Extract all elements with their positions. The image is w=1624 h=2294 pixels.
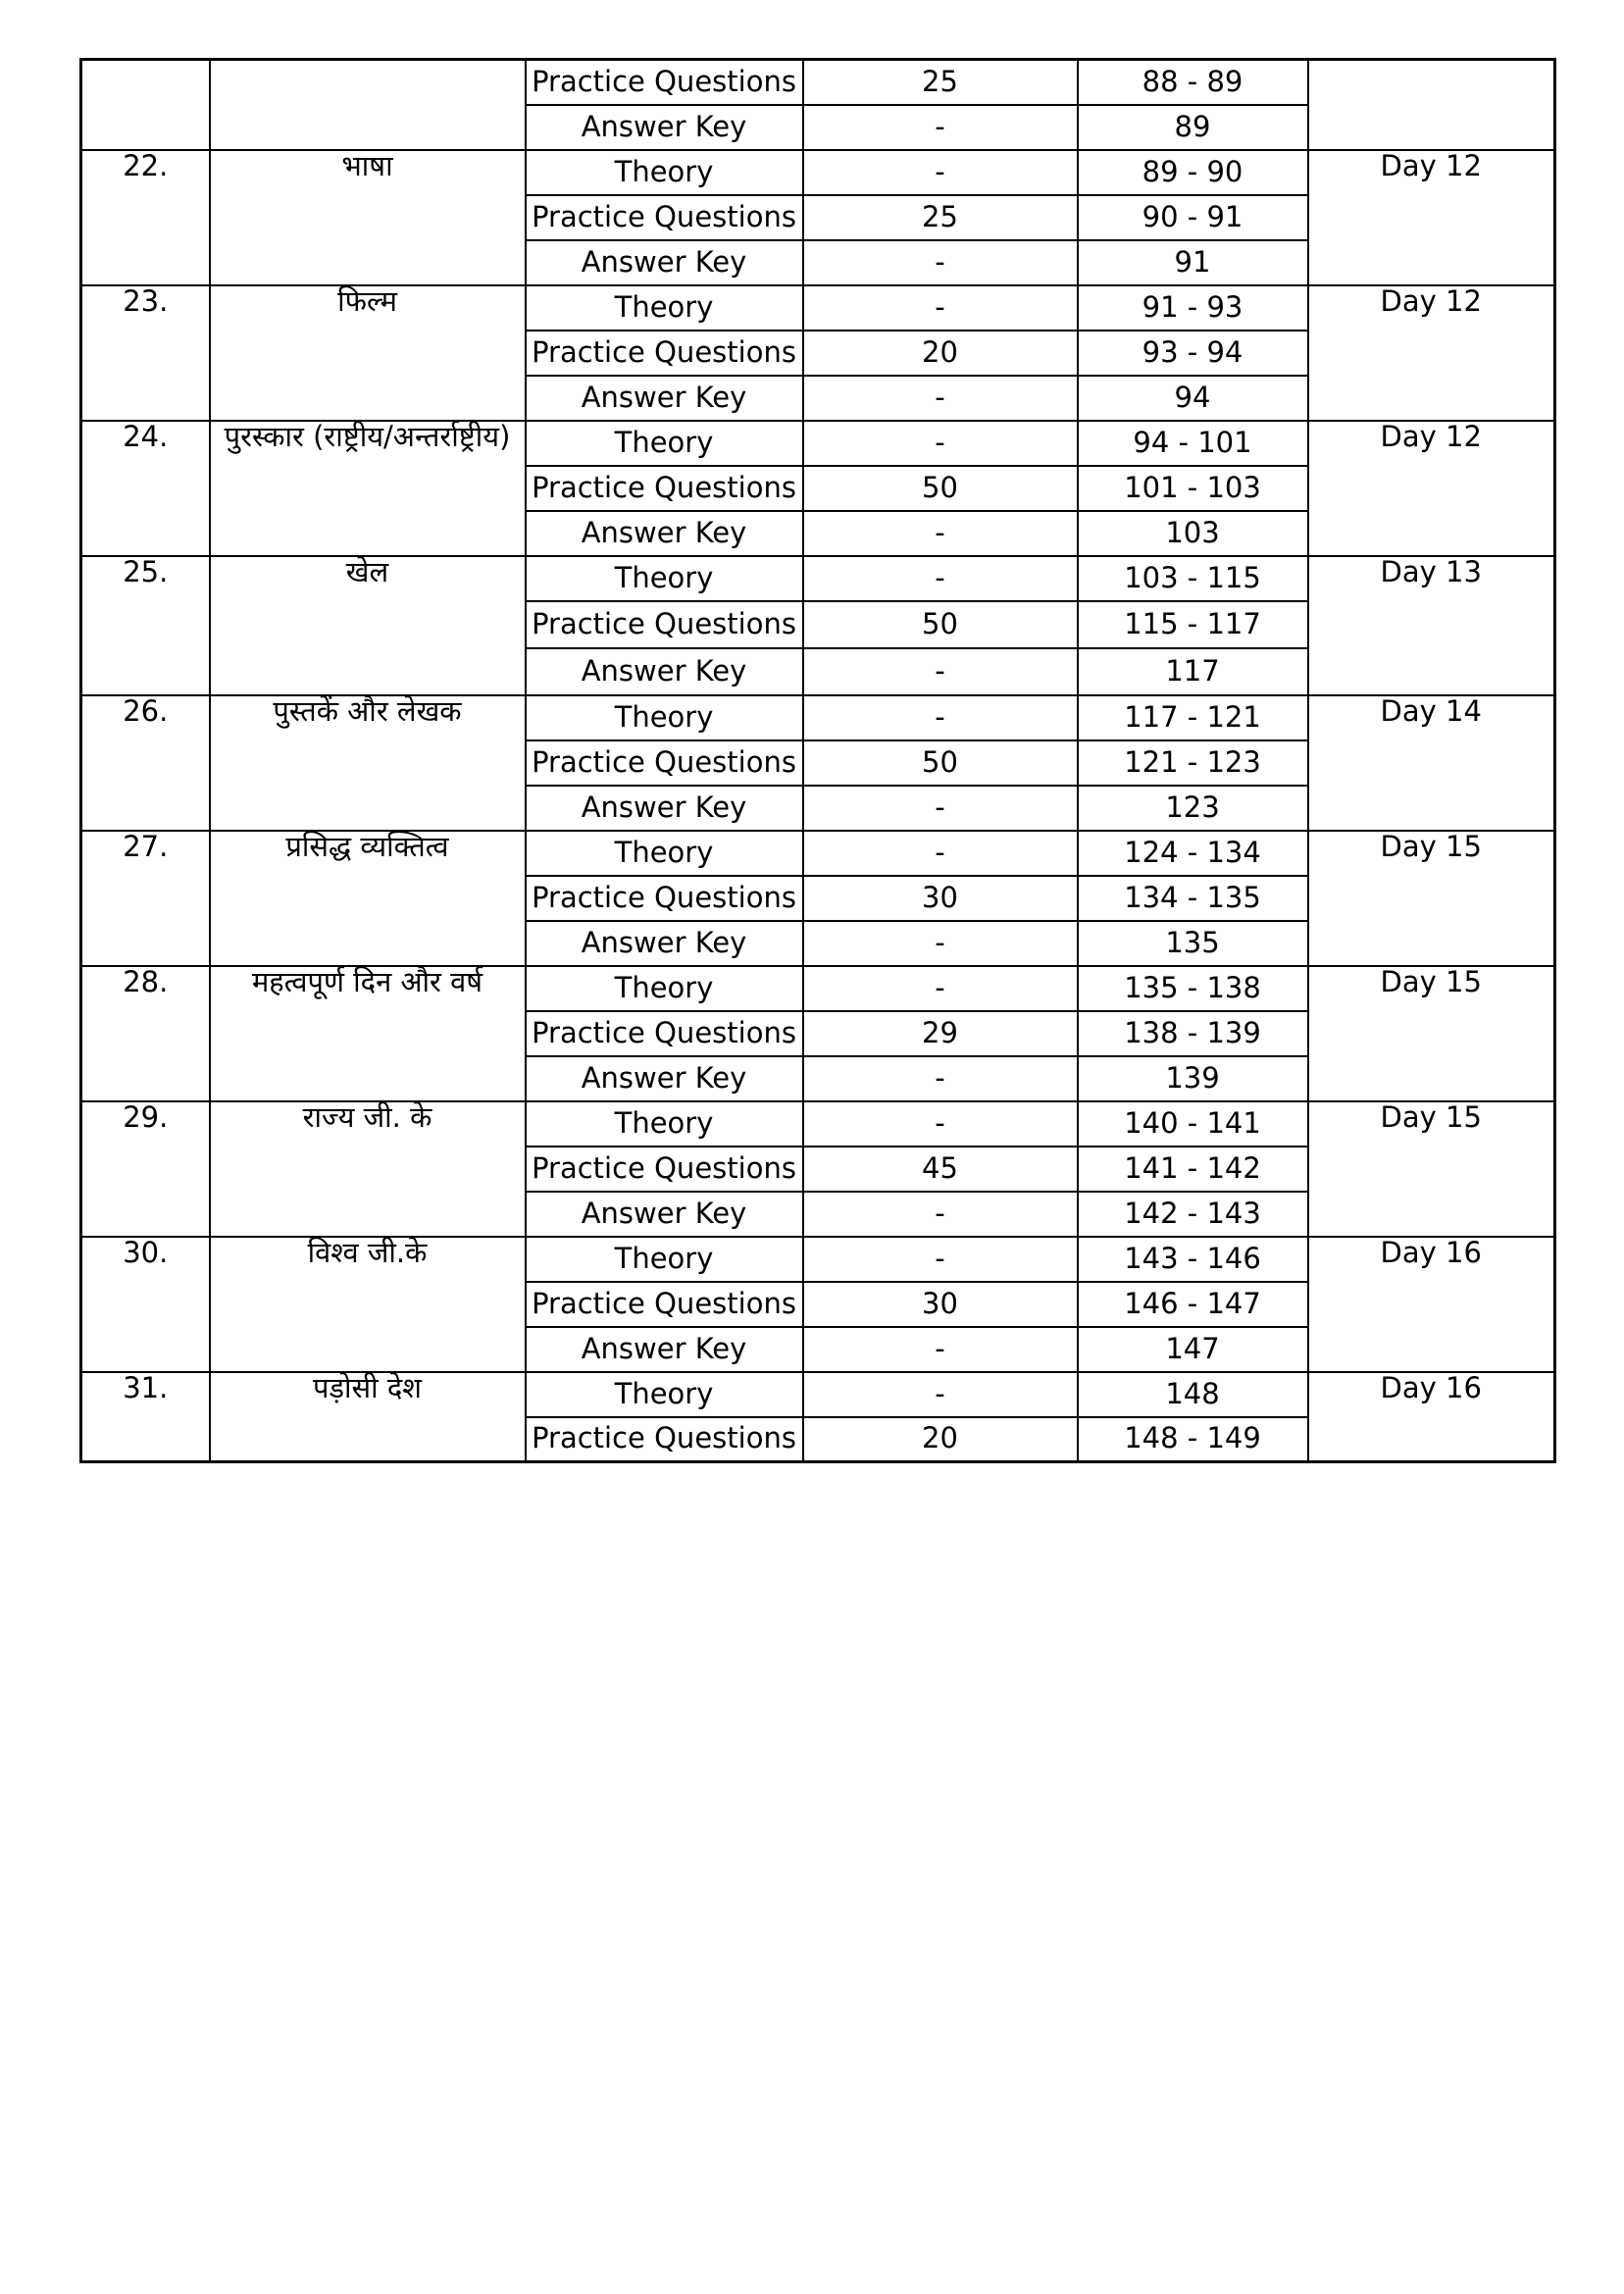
page-range: 103 (1078, 511, 1308, 556)
chapter-topic: विश्व जी.के (210, 1237, 526, 1372)
question-count: - (803, 786, 1078, 831)
question-count: 20 (803, 331, 1078, 376)
contents-table (79, 58, 1556, 1463)
page-range: 94 (1078, 376, 1308, 421)
page-range: 147 (1078, 1327, 1308, 1372)
chapter-topic: पुस्तकें और लेखक (210, 695, 526, 831)
table-row (81, 1372, 1555, 1417)
page-range: 141 - 142 (1078, 1147, 1308, 1192)
page-range: 91 - 93 (1078, 285, 1308, 331)
question-count: 50 (803, 601, 1078, 648)
page-range: 123 (1078, 786, 1308, 831)
question-count: - (803, 376, 1078, 421)
question-count: - (803, 150, 1078, 195)
section-type: Answer Key (526, 1327, 803, 1372)
chapter-topic: पुरस्कार (राष्ट्रीय/अन्तर्राष्ट्रीय) (210, 421, 526, 556)
study-day (1308, 60, 1555, 150)
page-range: 88 - 89 (1078, 60, 1308, 105)
page-range: 115 - 117 (1078, 601, 1308, 648)
question-count: 45 (803, 1147, 1078, 1192)
page-range: 124 - 134 (1078, 831, 1308, 876)
page-range: 148 - 149 (1078, 1417, 1308, 1462)
question-count: - (803, 831, 1078, 876)
study-day: Day 12 (1308, 150, 1555, 285)
table-row (81, 421, 1555, 466)
section-type: Answer Key (526, 240, 803, 285)
chapter-topic (210, 60, 526, 150)
page-range: 89 - 90 (1078, 150, 1308, 195)
question-count: - (803, 105, 1078, 150)
table-row (81, 150, 1555, 195)
question-count: - (803, 1372, 1078, 1417)
section-type: Answer Key (526, 511, 803, 556)
question-count: - (803, 421, 1078, 466)
section-type: Practice Questions (526, 1011, 803, 1056)
page-range: 135 - 138 (1078, 966, 1308, 1011)
section-type: Answer Key (526, 921, 803, 966)
page-range: 148 (1078, 1372, 1308, 1417)
study-day: Day 14 (1308, 695, 1555, 831)
question-count: 25 (803, 60, 1078, 105)
question-count: - (803, 921, 1078, 966)
question-count: - (803, 240, 1078, 285)
chapter-topic: प्रसिद्ध व्यक्तित्व (210, 831, 526, 966)
chapter-number: 23. (81, 285, 210, 421)
page-range: 140 - 141 (1078, 1101, 1308, 1147)
study-day: Day 12 (1308, 421, 1555, 556)
page-range: 117 - 121 (1078, 695, 1308, 740)
study-day: Day 16 (1308, 1237, 1555, 1372)
question-count: - (803, 285, 1078, 331)
study-day: Day 15 (1308, 831, 1555, 966)
section-type: Practice Questions (526, 60, 803, 105)
study-day: Day 13 (1308, 556, 1555, 695)
section-type: Practice Questions (526, 1282, 803, 1327)
page-range: 90 - 91 (1078, 195, 1308, 240)
chapter-number: 22. (81, 150, 210, 285)
page-range: 91 (1078, 240, 1308, 285)
section-type: Practice Questions (526, 876, 803, 921)
section-type: Theory (526, 1372, 803, 1417)
table-row (81, 556, 1555, 601)
section-type: Answer Key (526, 105, 803, 150)
section-type: Answer Key (526, 786, 803, 831)
section-type: Theory (526, 150, 803, 195)
question-count: - (803, 648, 1078, 695)
section-type: Theory (526, 695, 803, 740)
section-type: Practice Questions (526, 1147, 803, 1192)
chapter-topic: महत्वपूर्ण दिन और वर्ष (210, 966, 526, 1101)
section-type: Answer Key (526, 648, 803, 695)
section-type: Theory (526, 1237, 803, 1282)
table-row (81, 285, 1555, 331)
chapter-topic: भाषा (210, 150, 526, 285)
study-day: Day 15 (1308, 966, 1555, 1101)
section-type: Theory (526, 831, 803, 876)
chapter-number: 27. (81, 831, 210, 966)
table-row (81, 831, 1555, 876)
contents-table-body (81, 60, 1555, 1462)
page-range: 117 (1078, 648, 1308, 695)
question-count: - (803, 695, 1078, 740)
section-type: Practice Questions (526, 466, 803, 511)
chapter-topic: खेल (210, 556, 526, 695)
table-row (81, 60, 1555, 105)
page-range: 101 - 103 (1078, 466, 1308, 511)
section-type: Practice Questions (526, 195, 803, 240)
question-count: 30 (803, 876, 1078, 921)
question-count: 30 (803, 1282, 1078, 1327)
chapter-number: 31. (81, 1372, 210, 1462)
table-row (81, 1101, 1555, 1147)
question-count: 50 (803, 466, 1078, 511)
section-type: Practice Questions (526, 331, 803, 376)
page-range: 103 - 115 (1078, 556, 1308, 601)
page-range: 138 - 139 (1078, 1011, 1308, 1056)
question-count: 50 (803, 740, 1078, 786)
page-range: 94 - 101 (1078, 421, 1308, 466)
question-count: 25 (803, 195, 1078, 240)
question-count: - (803, 966, 1078, 1011)
page-range: 93 - 94 (1078, 331, 1308, 376)
chapter-number: 24. (81, 421, 210, 556)
section-type: Practice Questions (526, 740, 803, 786)
question-count: - (803, 1056, 1078, 1101)
table-row (81, 695, 1555, 740)
study-day: Day 12 (1308, 285, 1555, 421)
question-count: - (803, 556, 1078, 601)
page-range: 121 - 123 (1078, 740, 1308, 786)
page-range: 146 - 147 (1078, 1282, 1308, 1327)
section-type: Answer Key (526, 1056, 803, 1101)
section-type: Theory (526, 285, 803, 331)
chapter-topic: राज्य जी. के (210, 1101, 526, 1237)
question-count: - (803, 1327, 1078, 1372)
page-range: 135 (1078, 921, 1308, 966)
question-count: 20 (803, 1417, 1078, 1462)
chapter-number (81, 60, 210, 150)
page-range: 143 - 146 (1078, 1237, 1308, 1282)
question-count: - (803, 1237, 1078, 1282)
question-count: 29 (803, 1011, 1078, 1056)
chapter-number: 28. (81, 966, 210, 1101)
chapter-number: 30. (81, 1237, 210, 1372)
chapter-number: 29. (81, 1101, 210, 1237)
question-count: - (803, 1101, 1078, 1147)
page-range: 89 (1078, 105, 1308, 150)
chapter-topic: पड़ोसी देश (210, 1372, 526, 1462)
section-type: Theory (526, 1101, 803, 1147)
section-type: Answer Key (526, 1192, 803, 1237)
section-type: Theory (526, 556, 803, 601)
section-type: Practice Questions (526, 1417, 803, 1462)
chapter-number: 26. (81, 695, 210, 831)
page-range: 134 - 135 (1078, 876, 1308, 921)
section-type: Practice Questions (526, 601, 803, 648)
chapter-topic: फिल्म (210, 285, 526, 421)
section-type: Theory (526, 421, 803, 466)
study-day: Day 16 (1308, 1372, 1555, 1462)
page-range: 139 (1078, 1056, 1308, 1101)
section-type: Answer Key (526, 376, 803, 421)
table-row (81, 1237, 1555, 1282)
table-row (81, 966, 1555, 1011)
page-range: 142 - 143 (1078, 1192, 1308, 1237)
section-type: Theory (526, 966, 803, 1011)
study-day: Day 15 (1308, 1101, 1555, 1237)
question-count: - (803, 1192, 1078, 1237)
question-count: - (803, 511, 1078, 556)
chapter-number: 25. (81, 556, 210, 695)
